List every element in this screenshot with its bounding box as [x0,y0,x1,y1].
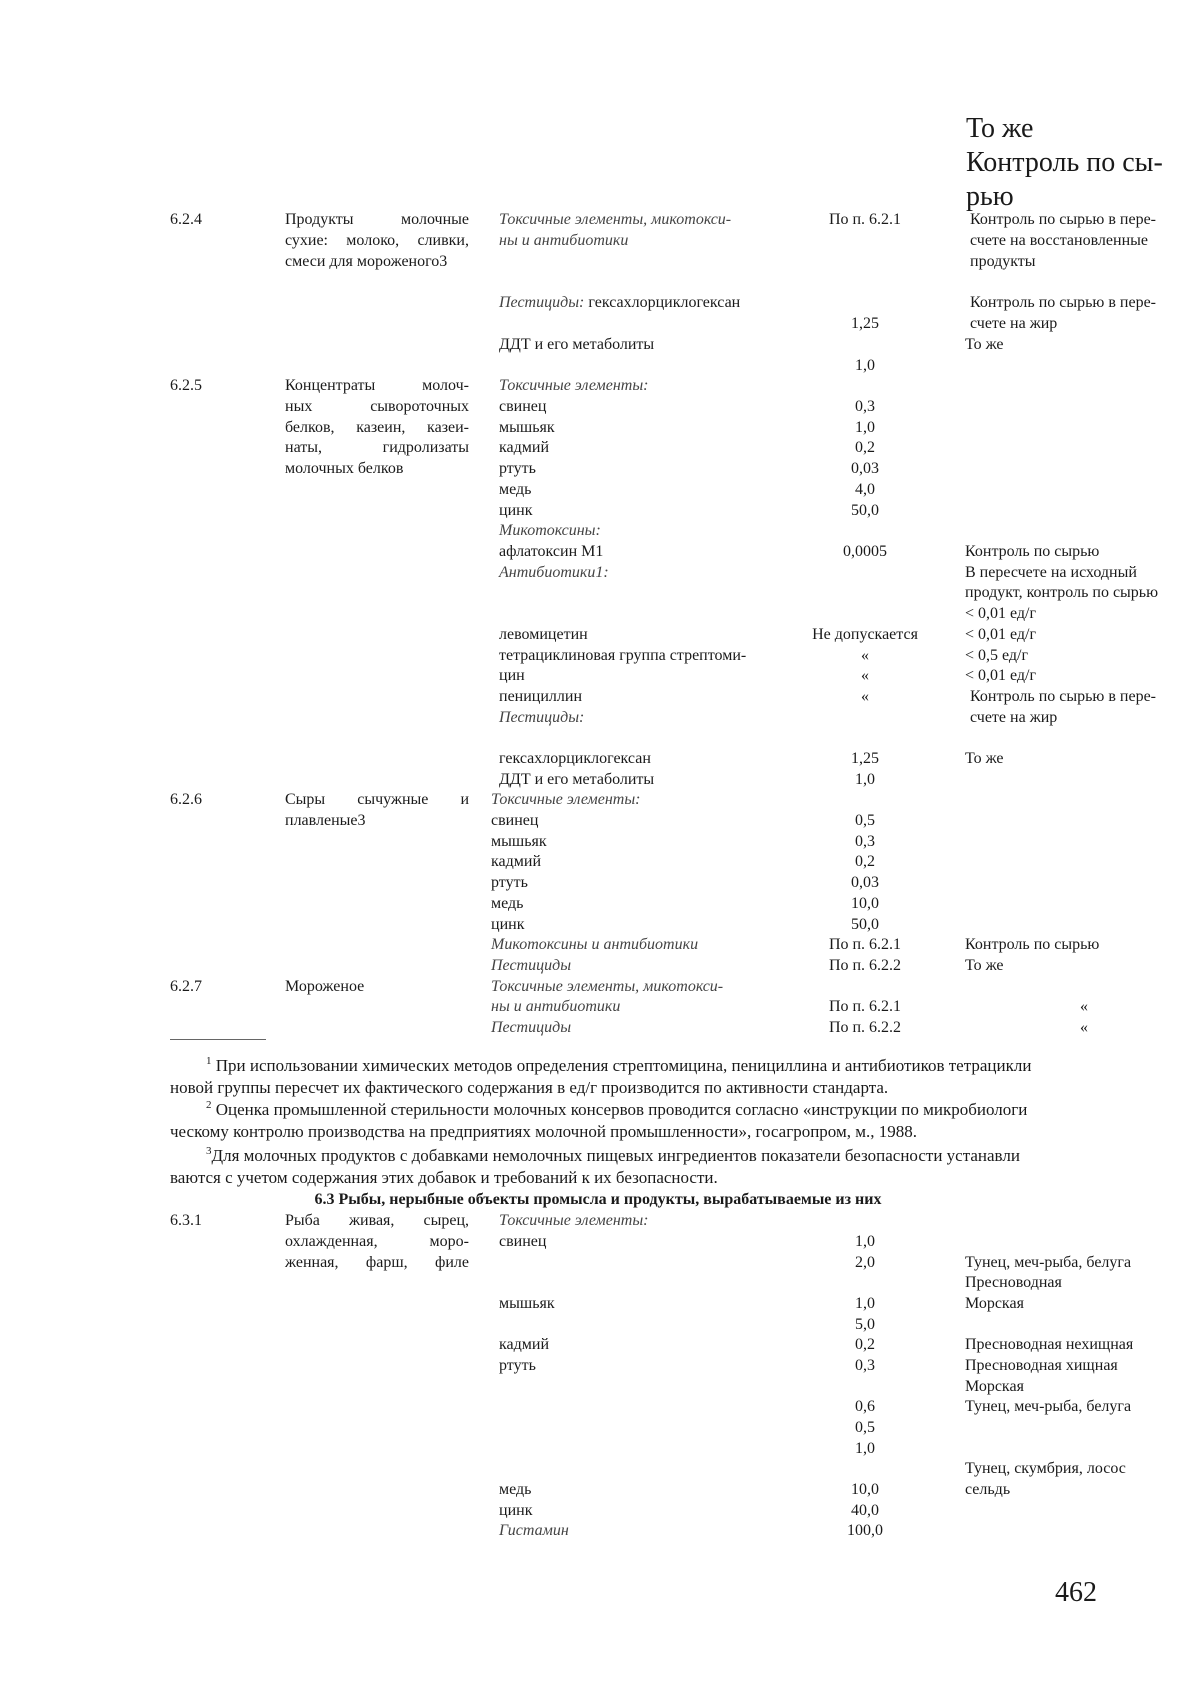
item-number: 6.2.4 [170,211,202,228]
footnote-line [170,1167,718,1189]
table-row [0,748,1196,769]
indicator-text: медь [499,481,532,498]
permissible-level: 0,2 [855,853,875,870]
table-row [0,769,1196,790]
product-name: Концентраты молоч- [285,377,469,394]
indicator-text: цинк [491,916,525,933]
note: Тунец, меч-рыба, белуга [965,1398,1132,1415]
table-row [0,437,1196,458]
permissible-level: 1,0 [855,419,875,436]
indicator [499,1500,532,1521]
table-row [0,292,1196,313]
note: Контроль по сырью в пере- [970,688,1157,705]
permissible-level: « [861,688,869,705]
indicator-text: Антибиотики1: [499,564,609,581]
indicator-text: Токсичные элементы: [499,1212,649,1229]
table-row [0,500,1196,521]
permissible-level: 2,0 [855,1254,875,1271]
product-name: Мороженое [285,978,365,995]
permissible-level: 1,0 [855,771,875,788]
indicator-text: Микотоксины и антибиотики [491,936,699,953]
footnote-text: ческому контролю производства на предприятиях молочной промышленности», госагропром, м., 1988. [170,1122,917,1141]
table-row [0,872,1196,893]
indicator [499,396,546,417]
indicator [491,831,547,852]
table-row [0,1500,1196,1521]
indicator-text: тетрациклиновая группа стрептоми- [499,647,747,664]
note: Пресноводная нехищная [965,1336,1134,1353]
permissible-level: 0,5 [855,1419,875,1436]
permissible-level: 50,0 [851,916,879,933]
table-row [0,1210,1196,1231]
table-row [0,831,1196,852]
indicator [491,1017,571,1038]
indicator-text: цинк [499,1502,533,1519]
permissible-level: 0,2 [855,1336,875,1353]
permissible-level: 0,03 [851,460,879,477]
item-number: 6.2.7 [170,978,202,995]
note: Контроль по сырью в пере- [970,294,1157,311]
table-row [0,417,1196,438]
table-row [0,686,1196,707]
product-name: женная, фарш, филе [285,1254,469,1271]
note: продукты [970,253,1036,270]
indicator-text: пенициллин [499,688,583,705]
footnote-text: Для молочных продуктов с добавками немолочных пищевых ингредиентов показатели безопасности устанавли [211,1146,1020,1165]
indicator-text: мышьяк [499,1295,555,1312]
indicator [491,914,524,935]
indicator [499,665,525,686]
indicator [491,893,523,914]
table-row [0,1417,1196,1438]
indicator [499,209,731,230]
indicator-text: Гистамин [499,1522,569,1539]
permissible-level: По п. 6.2.2 [828,957,902,974]
product-name: смеси для мороженого3 [285,253,448,270]
indicator [499,334,654,355]
product-name: сухие: молоко, сливки, [285,232,469,249]
indicator-text: Пестициды [491,1019,572,1036]
indicator-text: Токсичные элементы: [491,791,641,808]
indicator [491,810,538,831]
permissible-level: 0,2 [855,439,875,456]
indicator [499,645,746,666]
permissible-level: 50,0 [851,502,879,519]
indicator-text: мышьяк [491,833,547,850]
permissible-level: 1,0 [855,1440,875,1457]
product-name: ных сывороточных [285,398,469,415]
footnote-line [170,1077,888,1099]
indicator [491,996,620,1017]
indicator [499,375,649,396]
indicator [499,1334,549,1355]
note: < 0,01 ед/г [965,605,1037,622]
note-ditto: « [1080,998,1088,1015]
note: Морская [965,1378,1024,1395]
table-row [0,955,1196,976]
footnote-line [206,1145,1020,1167]
indicator [499,1355,536,1376]
indicator [499,748,651,769]
header-note-1: То же [966,113,1034,144]
product-name: Рыба живая, сырец, [285,1212,469,1229]
indicator-text: цинк [499,502,533,519]
indicator [491,872,528,893]
permissible-level: 0,3 [855,398,875,415]
indicator [499,1210,649,1231]
table-row [0,1314,1196,1335]
indicator-text: ны и антибиотики [499,232,629,249]
indicator [499,292,740,313]
table-row [0,1252,1196,1273]
permissible-level: 0,3 [855,1357,875,1374]
note-ditto: « [1080,1019,1088,1036]
indicator-text: Токсичные элементы, микотокси- [491,978,724,995]
indicator [499,1520,569,1541]
indicator-text: ртуть [499,1357,536,1374]
table-row [0,479,1196,500]
indicator [499,417,555,438]
table-row [0,375,1196,396]
indicator [491,955,571,976]
indicator [499,1231,546,1252]
note: Контроль по сырью [965,543,1100,560]
table-row [0,603,1196,624]
indicator-text: Пестициды [491,957,572,974]
indicator [499,707,584,728]
permissible-level: По п. 6.2.2 [828,1019,902,1036]
indicator-text: Пестициды: [499,709,585,726]
product-name: Сыры сычужные и [285,791,469,808]
table-row [0,976,1196,997]
note: Контроль по сырью в пере- [970,211,1157,228]
indicator [499,479,531,500]
note: В пересчете на исходный [965,564,1137,581]
table-row [0,1231,1196,1252]
indicator [499,769,654,790]
table-row [0,251,1196,272]
indicator [491,789,641,810]
indicator-text: афлатоксин М1 [499,543,604,560]
permissible-level: По п. 6.2.1 [828,211,902,228]
table-row [0,1479,1196,1500]
permissible-level: 1,0 [855,357,875,374]
indicator-text: ДДТ и его метаболиты [499,336,655,353]
indicator [499,437,549,458]
note: счете на восстановленные [970,232,1148,249]
permissible-level: « [861,667,869,684]
indicator [499,541,603,562]
table-row [0,1438,1196,1459]
permissible-level: 0,03 [851,874,879,891]
note: < 0,5 ед/г [965,647,1029,664]
permissible-level: По п. 6.2.1 [828,936,902,953]
table-row [0,645,1196,666]
indicator-text: медь [491,895,524,912]
footnote-rule [170,1039,266,1040]
page-number: 462 [1055,1577,1097,1608]
product-name: Продукты молочные [285,211,469,228]
table-row [0,996,1196,1017]
permissible-level: Не допускается [812,626,918,643]
table-row [0,1355,1196,1376]
indicator-text: кадмий [499,1336,550,1353]
indicator-text: свинец [499,398,547,415]
note: Тунец, скумбрия, лосос [965,1460,1126,1477]
table-row [0,458,1196,479]
table-row [0,396,1196,417]
indicator [499,500,532,521]
note: Пресноводная хищная [965,1357,1118,1374]
table-row [0,707,1196,728]
table-row [0,209,1196,230]
note: То же [965,750,1004,767]
indicator [499,520,601,541]
indicator-text: ртуть [499,460,536,477]
indicator-text-extra: гексахлорциклогексан [584,294,741,311]
footnote-marker: 1 [206,1055,212,1067]
table-row [0,914,1196,935]
table-row [0,334,1196,355]
indicator-text: кадмий [499,439,550,456]
footnote-line [206,1099,1027,1121]
indicator [499,1293,555,1314]
indicator [491,976,723,997]
note: < 0,01 ед/г [965,626,1037,643]
table-row [0,1520,1196,1541]
footnote-line [170,1121,917,1143]
indicator [499,1479,531,1500]
table-row [0,520,1196,541]
permissible-level: 1,0 [855,1233,875,1250]
table-row [0,541,1196,562]
note: счете на жир [970,709,1058,726]
table-row [0,893,1196,914]
table-row [0,313,1196,334]
indicator-text: цин [499,667,525,684]
note: продукт, контроль по сырью [965,584,1159,601]
table-row [0,934,1196,955]
footnote-text: новой группы пересчет их фактического содержания в ед/г производится по активности стандарта. [170,1078,889,1097]
indicator [499,230,628,251]
item-number: 6.3.1 [170,1212,202,1229]
permissible-level: 100,0 [847,1522,883,1539]
permissible-level: 40,0 [851,1502,879,1519]
item-number: 6.2.5 [170,377,202,394]
indicator-text: ны и антибиотики [491,998,621,1015]
indicator-text: медь [499,1481,532,1498]
product-name: охлажденная, моро- [285,1233,469,1250]
table-row [0,1396,1196,1417]
footnote-marker: 3 [206,1145,212,1157]
permissible-level: 1,25 [851,750,879,767]
table-row [0,1017,1196,1038]
indicator [491,934,698,955]
indicator-text: мышьяк [499,419,555,436]
table-row [0,851,1196,872]
permissible-level: 4,0 [855,481,875,498]
permissible-level: 10,0 [851,895,879,912]
indicator [491,851,541,872]
table-row [0,665,1196,686]
item-number: 6.2.6 [170,791,202,808]
product-name: наты, гидролизаты [285,439,469,456]
table-row [0,582,1196,603]
permissible-level: 1,0 [855,1295,875,1312]
table-row [0,355,1196,376]
permissible-level: 0,5 [855,812,875,829]
note: < 0,01 ед/г [965,667,1037,684]
indicator-text: гексахлорциклогексан [499,750,651,767]
permissible-level: 1,25 [851,315,879,332]
table-row [0,230,1196,251]
permissible-level: 0,0005 [843,543,887,560]
table-row [0,1293,1196,1314]
permissible-level: 0,6 [855,1398,875,1415]
note: То же [965,957,1004,974]
table-row [0,1334,1196,1355]
indicator-text: Пестициды: [499,294,585,311]
footnote-line [206,1055,1031,1077]
table-row [0,562,1196,583]
permissible-level: 5,0 [855,1316,875,1333]
footnote-text: При использовании химических методов определения стрептомицина, пенициллина и антибиотиков тетрацикли [211,1056,1032,1075]
indicator-text: ДДТ и его метаболиты [499,771,655,788]
note: счете на жир [970,315,1058,332]
footnote-text: ваются с учетом содержания этих добавок и требований к их безопасности. [170,1168,718,1187]
header-note-3: рью [966,181,1014,212]
permissible-level: 10,0 [851,1481,879,1498]
indicator-text: свинец [499,1233,547,1250]
indicator-text: кадмий [491,853,542,870]
product-name: плавленые3 [285,812,366,829]
product-name: белков, казеин, казеи- [285,419,469,436]
note: Пресноводная [965,1274,1062,1291]
indicator [499,686,582,707]
note: Морская [965,1295,1024,1312]
footnote-text: Оценка промышленной стерильности молочных консервов проводится согласно «инструкции по микробиологи [211,1100,1028,1119]
indicator [499,458,536,479]
note: сельдь [965,1481,1011,1498]
indicator-text: Токсичные элементы: [499,377,649,394]
indicator-text: Токсичные элементы, микотокси- [499,211,732,228]
table-row [0,789,1196,810]
table-row [0,810,1196,831]
permissible-level: 0,3 [855,833,875,850]
indicator-text: левомицетин [499,626,588,643]
table-row [0,624,1196,645]
section-title: 6.3 Рыбы, нерыбные объекты промысла и продукты, вырабатываемые из них [314,1191,882,1208]
indicator [499,624,588,645]
permissible-level: « [861,647,869,664]
note: То же [965,336,1004,353]
footnote-marker: 2 [206,1099,212,1111]
table-row [0,1376,1196,1397]
table-row [0,1458,1196,1479]
permissible-level: По п. 6.2.1 [828,998,902,1015]
product-name: молочных белков [285,460,404,477]
note: Контроль по сырью [965,936,1100,953]
indicator-text: Микотоксины: [499,522,601,539]
indicator [499,562,609,583]
note: Тунец, меч-рыба, белуга [965,1254,1132,1271]
indicator-text: свинец [491,812,539,829]
header-note-2: Контроль по сы- [966,147,1163,178]
table-row [0,1272,1196,1293]
indicator-text: ртуть [491,874,528,891]
